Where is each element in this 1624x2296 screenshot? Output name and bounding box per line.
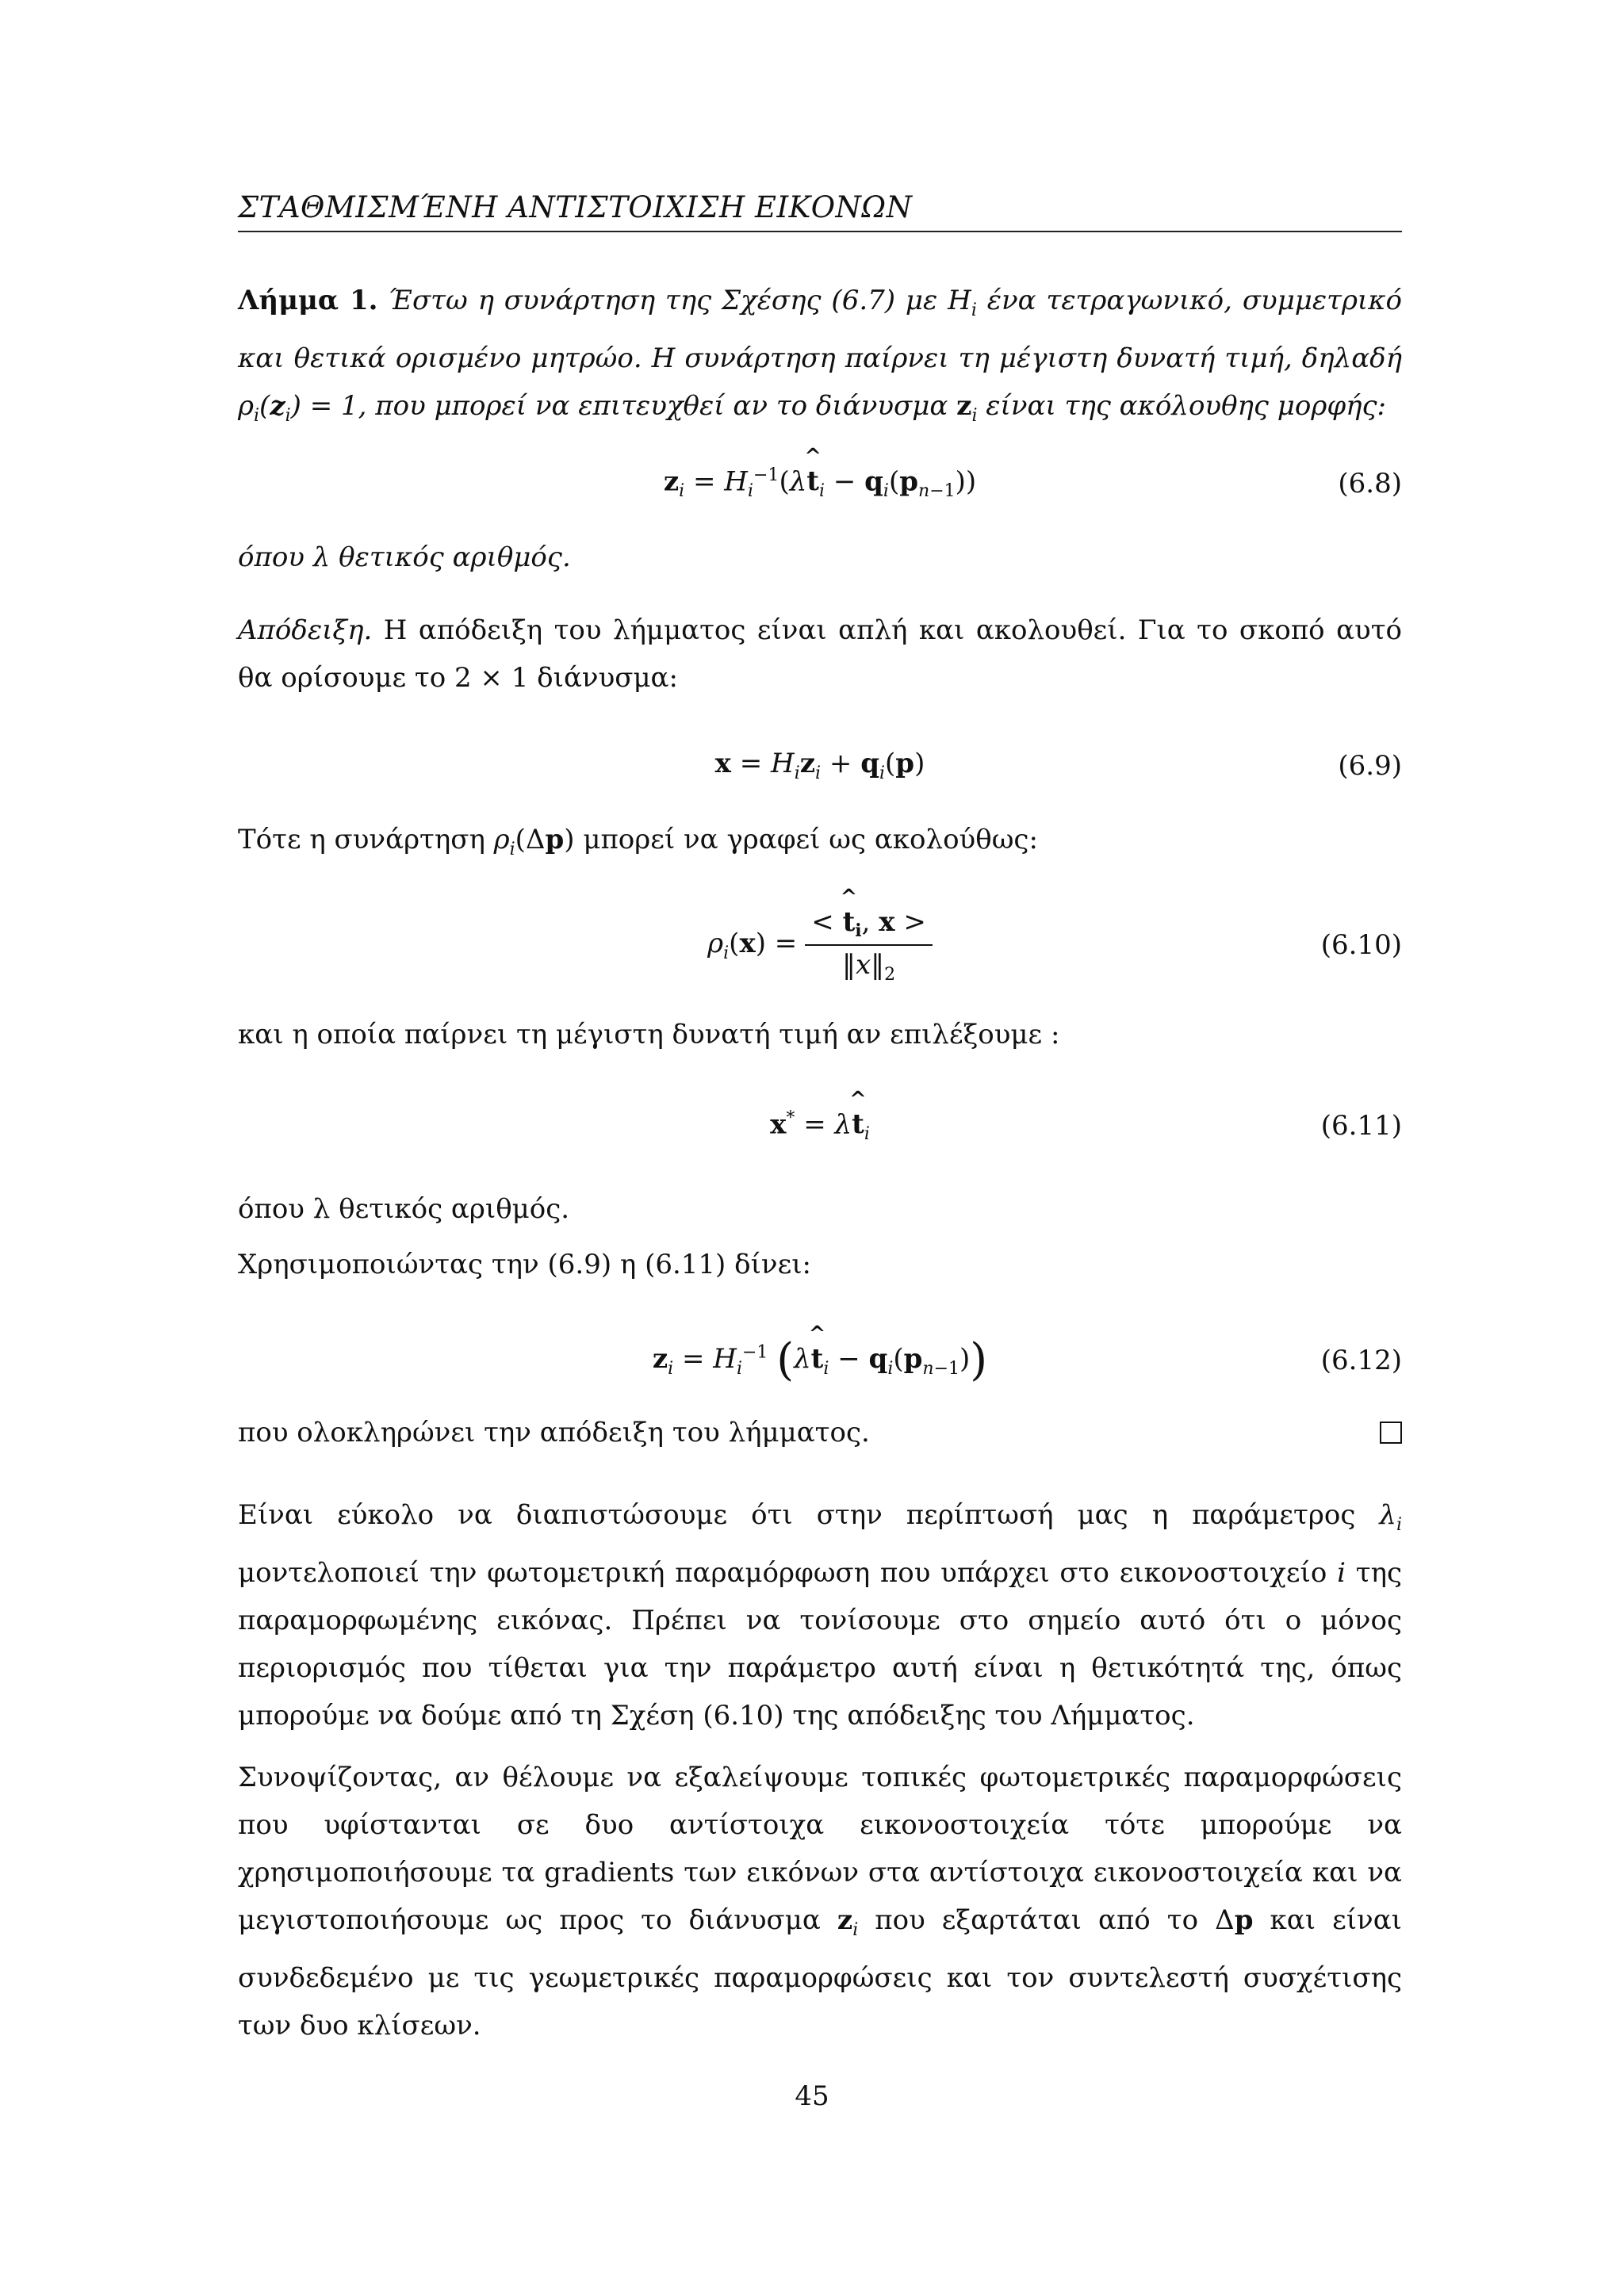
equation-number: (6.8)	[1338, 467, 1402, 499]
proof-statement: Απόδειξη. Η απόδειξη του λήμματος είναι απλή και ακολουθεί. Για το σκοπό αυτό θα ορίσουμε το 2 × 1 διάνυσμα:	[238, 614, 1402, 694]
lemma-label: Λήμμα 1.	[238, 285, 378, 316]
lemma-statement: Λήμμα 1. Έστω η συνάρτηση της Σχέσης (6.7) με $H_i$ ένα τετραγωνικό, συμμετρικό και θετικά ορισμένο μητρώο. Η συνάρτηση παίρνει τη μέγιστη δυνατή τιμή, δηλαδή $\rho_i(z_i) = 1$, που μπορεί να επιτευχθεί αν το διάνυσμα $z_i$ είναι της ακόλουθης μορφής:	[238, 285, 1403, 426]
paragraph-photometric: Είναι εύκολο να διαπιστώσουμε ότι στην περίπτωσή μας η παράμετρος $\lambda_i$ μοντελοποιεί την φωτομετρική παραμόρφωση που υπάρχει στο εικονοστοιχείο i της παραμορφωμένης εικόνας. Πρέπει να τονίσουμε στο σημείο αυτό ότι ο μόνος περιορισμός που τίθεται για την παράμετρο αυτή είναι η θετικότητά της, όπως μπορούμε να δούμε από τη Σχέση (6.10) της απόδειξης του Λήμματος.	[238, 1499, 1403, 1732]
page-content	[238, 190, 1402, 2049]
equation-6-11: x* = λ^ $t_i$ (6.11)	[238, 1082, 1402, 1169]
qed-square-icon	[1380, 1422, 1402, 1444]
equation-6-12: $z_i = H_i^{-1}$ (λ^ $t_i - q_i(p_{n-1})$) (6.12)	[238, 1317, 1402, 1404]
equation-6-10: $\rho_i(x)$ = $\frac{< \^{} t_i, x >}{‖x‖_2}$ (6.10)	[238, 886, 1402, 1004]
equation-number: (6.9)	[1338, 749, 1402, 782]
lambda-note-italic: όπου λ θετικός αριθμός.	[238, 541, 571, 573]
then-text: Τότε η συνάρτηση $\rho_i(\Delta p)$ μπορεί να γραφεί ως ακολούθως:	[238, 823, 1038, 859]
running-header: ΣΤΑΘΜΙΣΜΈΝΗ ΑΝΤΙΣΤΟΙΧΙΣΗ ΕΙΚΟΝΩΝ	[238, 190, 1402, 232]
equation-number: (6.12)	[1320, 1345, 1402, 1377]
page-number: 45	[795, 2080, 829, 2112]
lambda-note: όπου λ θετικός αριθμός.	[238, 1193, 570, 1226]
paragraph-summary: Συνοψίζοντας, αν θέλουμε να εξαλείψουμε τοπικές φωτομετρικές παραμορφώσεις που υφίστανται σε δυο αντίστοιχα εικονοστοιχεία τότε μπορούμε να χρησιμοποιήσουμε τα gradients των εικόνων στα αντίστοιχα εικονοστοιχεία και να μεγιστοποιήσουμε ως προς το διάνυσμα $z_i$ που εξαρτάται από το Δp και είναι συνδεδεμένο με τις γεωμετρικές παραμορφώσεις και τον συντελεστή συσχέτισης των δυο κλίσεων.	[238, 1762, 1403, 2042]
equation-6-9: $x = H_iz_i + q_i(p)$ (6.9)	[714, 748, 1402, 783]
proof-end-line	[238, 1409, 1402, 1456]
using-text: Χρησιμοποιώντας την (6.9) η (6.11) δίνει:	[238, 1249, 811, 1281]
equation-number: (6.11)	[1320, 1110, 1402, 1142]
max-text: και η οποία παίρνει τη μέγιστη δυνατή τιμή αν επιλέξουμε :	[238, 1019, 1060, 1051]
equation-6-8: $z_i$ = $H_i^{-1}(\lambda\^{}$ $t_i - q_i(p_{n-1})$) (6.8)	[238, 440, 1402, 527]
completes-text: που ολοκληρώνει την απόδειξη του λήμματος.	[238, 1417, 870, 1449]
equation-number: (6.10)	[1320, 929, 1402, 962]
proof-label: Απόδειξη.	[238, 614, 373, 646]
